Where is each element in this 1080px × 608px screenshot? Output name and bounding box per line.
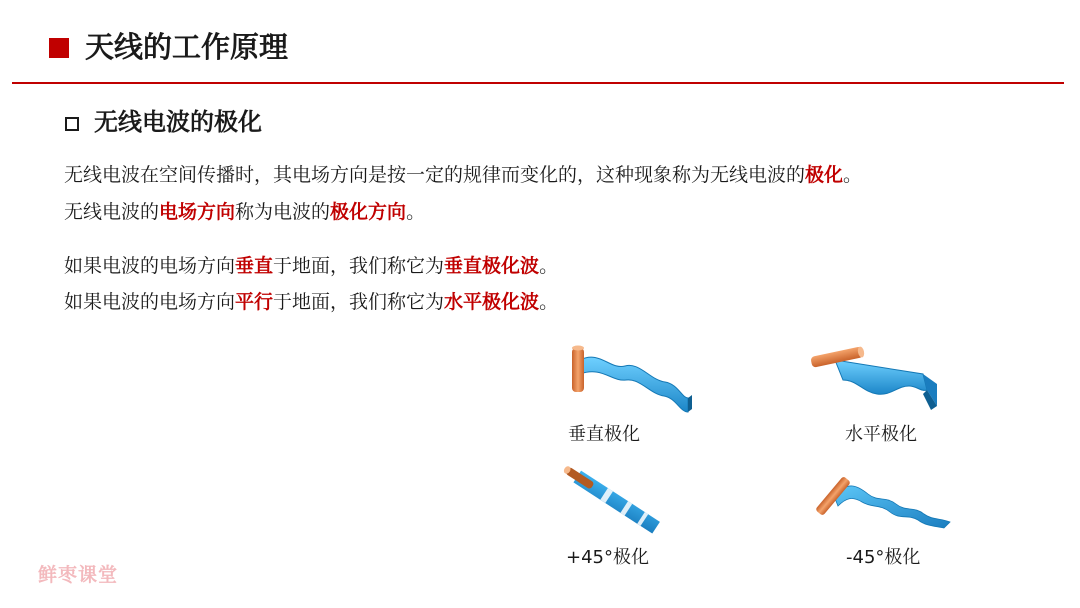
- p4-highlight-2: 水平极化波: [444, 291, 540, 313]
- p1-end: 。: [843, 164, 863, 186]
- p1-highlight: 极化: [805, 164, 844, 186]
- p3-highlight-1: 垂直: [235, 255, 274, 277]
- horizontal-polarization-icon: [805, 340, 945, 420]
- p2-highlight-1: 电场方向: [159, 201, 236, 223]
- caption-plus45: +45°极化: [566, 547, 649, 568]
- section-bullet-icon: [65, 117, 79, 131]
- paragraph-definition: [64, 161, 862, 189]
- watermark-logo: 鲜枣课堂: [38, 564, 119, 586]
- paragraph-direction: [64, 198, 425, 226]
- p3-end: 。: [539, 255, 559, 277]
- caption-horizontal: 水平极化: [845, 424, 917, 445]
- vertical-polarization-icon: [560, 340, 700, 420]
- plus45-polarization-icon: [560, 466, 670, 536]
- minus45-polarization-icon: [812, 466, 962, 536]
- p2-end: 。: [406, 201, 426, 223]
- paragraph-vertical: [64, 252, 558, 280]
- p3-highlight-2: 垂直极化波: [444, 255, 540, 277]
- p3-text: 如果电波的电场方向: [64, 255, 236, 277]
- title-square-icon: [49, 38, 69, 58]
- p1-text: 无线电波在空间传播时，其电场方向是按一定的规律而变化的，这种现象称为无线电波的: [64, 164, 806, 186]
- header-divider: [12, 82, 1064, 84]
- paragraph-horizontal: [64, 288, 558, 316]
- section-title: 无线电波的极化: [94, 108, 262, 136]
- p2-highlight-2: 极化方向: [330, 201, 407, 223]
- p4-highlight-1: 平行: [235, 291, 274, 313]
- p2-mid: 称为电波的: [235, 201, 331, 223]
- p4-end: 。: [539, 291, 559, 313]
- p3-mid: 于地面，我们称它为: [273, 255, 445, 277]
- page-title: 天线的工作原理: [85, 30, 289, 64]
- caption-minus45: -45°极化: [846, 547, 921, 568]
- p4-text: 如果电波的电场方向: [64, 291, 236, 313]
- p2-text: 无线电波的: [64, 201, 160, 223]
- p4-mid: 于地面，我们称它为: [273, 291, 445, 313]
- caption-vertical: 垂直极化: [568, 424, 640, 445]
